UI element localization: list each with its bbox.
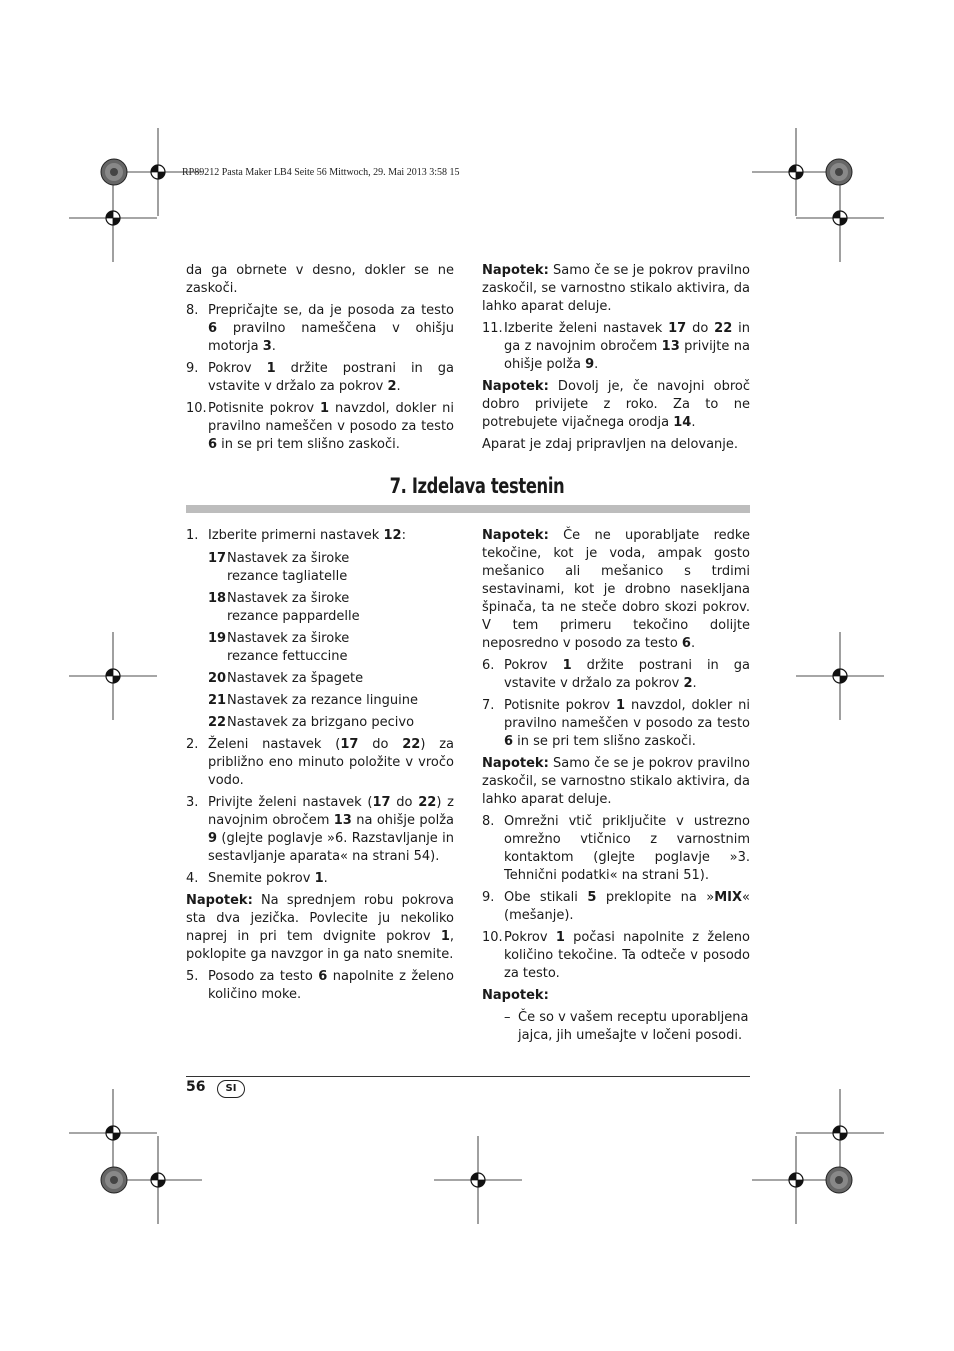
registration-cross-icon [69,1089,157,1177]
attachment-item: 18 Nastavek za široke rezance pappardelle [208,591,360,624]
note: Napotek: Samo če se je pokrov pravilno zaskočil, se varnostno stikalo aktivira, da lahko aparat deluje. [482,756,750,807]
color-wheel-icon [101,159,127,185]
attachment-item: 20 Nastavek za špagete [208,671,364,686]
ready-text: Aparat je zdaj pripravljen na delovanje. [482,437,739,452]
list-item: 10. Pokrov 1 počasi napolnite z želeno količino tekočine. Ta odteče v posodo za testo. [482,930,751,981]
list-item: 3. Privijte želeni nastavek (17 do 22) z navojnim obročem 13 na ohišje polža 9 (glejte poglavje »6. Razstavljanje in sestavljanje aparata« na strani 54). [186,795,455,864]
printer-slug-line: RP89212 Pasta Maker LB4 Seite 56 Mittwoch, 29. Mai 2013 3:58 15 [182,167,460,178]
list-item: 8. Omrežni vtič priključite v ustrezno omrežno vtičnico z varnostnim kontaktom (glejte poglavje »3. Tehnični podatki« na strani 51). [482,814,750,883]
heading-rule [186,505,750,513]
dash-bullet: – [504,1010,511,1025]
list-item: 5. Posodo za testo 6 napolnite z želeno količino moke. [186,969,454,1002]
registration-cross-icon [796,632,884,720]
list-item: 10. Potisnite pokrov 1 navzdol, dokler ni pravilno nameščen v posodo za testo 6 in se pri tem slišno zaskoči. [186,401,454,452]
color-wheel-icon [826,1167,852,1193]
main-left-column [186,527,454,1004]
list-item: 4. Snemite pokrov 1. [186,871,328,886]
top-left-column [186,262,454,454]
attachment-item: 22 Nastavek za brizgano pecivo [208,715,415,730]
color-wheel-icon [826,159,852,185]
attachment-item: 21 Nastavek za rezance linguine [208,693,418,708]
registration-cross-icon [796,1089,884,1177]
main-right-column [482,527,750,1045]
list-item: 11. Izberite želeni nastavek 17 do 22 in ga z navojnim obročem 13 privijte na ohišje polža 9. [482,321,750,372]
list-item: 1. Izberite primerni nastavek 12: [186,528,406,543]
note: Napotek: Samo če se je pokrov pravilno zaskočil, se varnostno stikalo aktivira, da lahko aparat deluje. [482,263,750,314]
list-item: 7. Potisnite pokrov 1 navzdol, dokler ni pravilno nameščen v posodo za testo 6 in se pri tem slišno zaskoči. [482,698,750,749]
language-badge: SI [217,1080,245,1098]
top-right-column [482,262,750,454]
bullet-item: – Če so v vašem receptu uporabljena jajca, jih umešajte v ločeni posodi. [504,1010,749,1043]
note: Napotek: Dovolj je, če navojni obroč dobro privijete z roko. Za to ne potrebujete vijačnega orodja 14. [482,379,750,430]
color-wheel-icon [101,1167,127,1193]
registration-cross-icon [69,632,157,720]
list-item: 2. Želeni nastavek (17 do 22) za približno eno minuto položite v vročo vodo. [186,737,454,788]
note: Napotek: Na sprednjem robu pokrova sta dva jezička. Povlecite ju nekoliko naprej in pri tem dvignite pokrov 1, poklopite ga navzgor in ga nato snemite. [186,893,454,962]
list-item: 9. Obe stikali 5 preklopite na »MIX« (mešanje). [482,890,751,923]
registration-cross-icon [69,174,157,262]
list-item: 9. Pokrov 1 držite postrani in ga vstavite v držalo za pokrov 2. [186,361,454,394]
registration-cross-icon [434,1136,522,1224]
list-item: 8. Prepričajte se, da je posoda za testo 6 pravilno nameščena v ohišju motorja 3. [186,303,454,354]
attachment-item: 17 Nastavek za široke rezance tagliatelle [208,551,350,584]
footer-rule [186,1076,750,1077]
page-number: 56 [186,1079,206,1095]
list-item: 6. Pokrov 1 držite postrani in ga vstavite v držalo za pokrov 2. [482,658,750,691]
note-heading: Napotek: [482,988,549,1003]
attachment-item: 19 Nastavek za široke rezance fettuccine [208,631,350,664]
registration-cross-icon [796,174,884,262]
section-heading: 7. Izdelava testenin [389,474,565,498]
continuation-text: da ga obrnete v desno, dokler se ne zaskoči. [186,263,454,296]
note: Napotek: Če ne uporabljate redke tekočine, kot je voda, ampak gosto mešanico ali mešanico s trdimi sestavinami, kot je drobno nasekljana špinača, ta ne steče dobro skozi pokrov. V tem primeru tekočino dolijte neposredno v posodo za testo 6. [482,528,750,651]
